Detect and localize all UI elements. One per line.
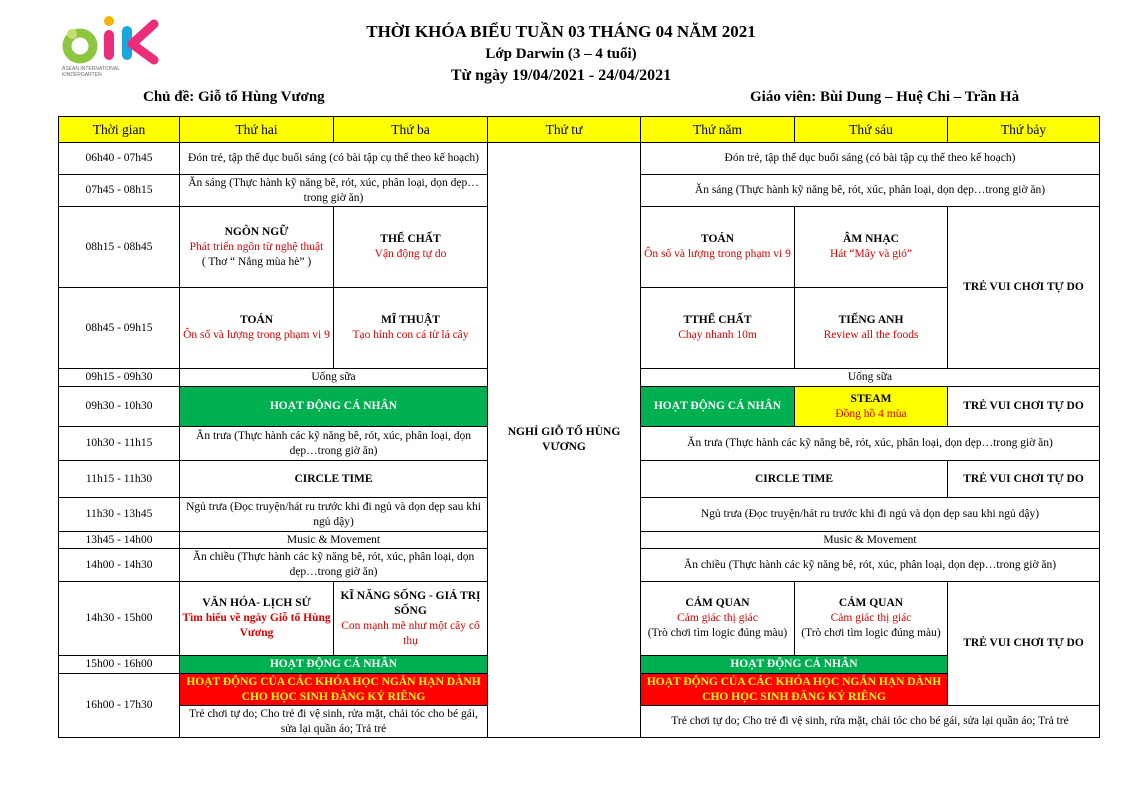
activity-cell: Uống sữa — [180, 369, 488, 387]
activity-cell: Ăn trưa (Thực hành các kỹ năng bê, rót, xúc, phân loại, dọn dẹp…trong giờ ăn) — [180, 427, 488, 461]
short-course-cell: HOẠT ĐỘNG CỦA CÁC KHÓA HỌC NGẮN HẠN DÀNH CHO HỌC SINH ĐĂNG KÝ RIÊNG — [641, 674, 948, 706]
time-cell: 14h00 - 14h30 — [59, 549, 180, 582]
activity-cell: Music & Movement — [641, 532, 1100, 549]
activity-cell: Ngủ trưa (Đọc truyện/hát ru trước khi đi ngủ và dọn dẹp sau khi ngủ dậy) — [180, 498, 488, 532]
activity-cell: Đón trẻ, tập thể dục buổi sáng (có bài tập cụ thể theo kế hoạch) — [180, 143, 488, 175]
individual-activity-cell: HOẠT ĐỘNG CÁ NHÂN — [180, 387, 488, 427]
lesson-desc: Hát “Mây và gió” — [829, 248, 913, 260]
activity-cell: Ăn chiều (Thực hành các kỹ năng bê, rót, xúc, phân loại, dọn dẹp…trong giờ ăn) — [641, 549, 1100, 582]
page-title: THỜI KHÓA BIỂU TUẦN 03 THÁNG 04 NĂM 2021 — [366, 22, 756, 41]
individual-activity-cell: HOẠT ĐỘNG CÁ NHÂN — [641, 656, 948, 674]
activity-cell: Ngủ trưa (Đọc truyện/hát ru trước khi đi ngủ và dọn dẹp sau khi ngủ dậy) — [641, 498, 1100, 532]
activity-cell: Ăn trưa (Thực hành các kỹ năng bê, rót, xúc, phân loại, dọn dẹp…trong giờ ăn) — [641, 427, 1100, 461]
free-play-cell: TRẺ VUI CHƠI TỰ DO — [948, 207, 1100, 369]
lesson-title: TTHỂ CHẤT — [683, 314, 752, 326]
time-cell: 07h45 - 08h15 — [59, 175, 180, 207]
class-line: Lớp Darwin (3 – 4 tuổi) — [485, 46, 637, 62]
timetable — [58, 116, 1100, 738]
free-play-cell: TRẺ VUI CHƠI TỰ DO — [948, 582, 1100, 706]
activity-cell: Music & Movement — [180, 532, 488, 549]
circle-time-cell: CIRCLE TIME — [641, 461, 948, 498]
lesson-cell — [641, 288, 795, 369]
time-cell: 09h30 - 10h30 — [59, 387, 180, 427]
lesson-title: ÂM NHẠC — [843, 233, 899, 245]
lesson-title: VĂN HÓA- LỊCH SỬ — [202, 597, 311, 609]
col-header-monday: Thứ hai — [180, 117, 334, 143]
lesson-cell — [334, 582, 488, 656]
lesson-title: STEAM — [850, 392, 892, 405]
activity-cell: Trẻ chơi tự do; Cho trẻ đi vệ sinh, rửa mặt, chải tóc cho bé gái, sửa lại quần áo; Trả trẻ — [641, 706, 1100, 738]
time-cell: 13h45 - 14h00 — [59, 532, 180, 549]
lesson-cell — [180, 288, 334, 369]
lesson-desc: Review all the foods — [823, 329, 919, 341]
activity-cell: Đón trẻ, tập thể dục buổi sáng (có bài tập cụ thể theo kế hoạch) — [641, 143, 1100, 175]
lesson-desc: Ôn số và lượng trong phạm vi 9 — [183, 329, 330, 341]
short-course-cell: HOẠT ĐỘNG CỦA CÁC KHÓA HỌC NGẮN HẠN DÀNH CHO HỌC SINH ĐĂNG KÝ RIÊNG — [180, 674, 488, 706]
col-header-time: Thời gian — [59, 117, 180, 143]
activity-cell: Uống sữa — [641, 369, 1100, 387]
col-header-wednesday: Thứ tư — [488, 117, 641, 143]
lesson-title: THỂ CHẤT — [380, 233, 441, 245]
time-cell: 15h00 - 16h00 — [59, 656, 180, 674]
lesson-note: (Trò chơi tìm logic đúng màu) — [801, 627, 941, 639]
theme-label: Chủ đề: Giỗ tổ Hùng Vương — [143, 89, 325, 105]
lesson-title: TIẾNG ANH — [838, 314, 904, 326]
time-cell: 06h40 - 07h45 — [59, 143, 180, 175]
lesson-desc: Con mạnh mẽ như một cây cổ thụ — [341, 619, 480, 647]
lesson-cell — [641, 207, 795, 288]
lesson-desc: Tạo hình con cá từ lá cây — [352, 329, 469, 341]
lesson-desc: Ôn số và lượng trong phạm vi 9 — [644, 248, 791, 260]
lesson-title: MĨ THUẬT — [381, 314, 440, 326]
lesson-cell — [795, 582, 948, 656]
circle-time-cell: CIRCLE TIME — [180, 461, 488, 498]
lesson-cell — [334, 207, 488, 288]
logo-subtitle: ASEAN INTERNATIONAL KINDERGARTEN — [62, 66, 120, 78]
free-play-cell: TRẺ VUI CHƠI TỰ DO — [948, 461, 1100, 498]
time-cell: 08h15 - 08h45 — [59, 207, 180, 288]
col-header-thursday: Thứ năm — [641, 117, 795, 143]
lesson-desc: Cảm giác thị giác — [830, 612, 912, 624]
lesson-desc: Tìm hiểu về ngày Giỗ tổ Hùng Vương — [182, 612, 331, 639]
wednesday-holiday-cell: NGHỈ GIỖ TỔ HÙNG VƯƠNG — [488, 143, 641, 738]
individual-activity-cell: HOẠT ĐỘNG CÁ NHÂN — [180, 656, 488, 674]
time-cell: 10h30 - 11h15 — [59, 427, 180, 461]
lesson-title: NGÔN NGỮ — [224, 225, 289, 238]
lesson-cell — [795, 288, 948, 369]
lesson-desc: Cảm giác thị giác — [677, 612, 758, 624]
col-header-tuesday: Thứ ba — [334, 117, 488, 143]
lesson-cell — [795, 207, 948, 288]
time-cell: 09h15 - 09h30 — [59, 369, 180, 387]
lesson-title: TOÁN — [700, 233, 735, 245]
header-row — [59, 117, 1100, 143]
lesson-desc: Chạy nhanh 10m — [678, 329, 757, 341]
activity-cell: Ăn chiều (Thực hành các kỹ năng bê, rót, xúc, phân loại, dọn dẹp…trong giờ ăn) — [180, 549, 488, 582]
activity-cell: Trẻ chơi tự do; Cho trẻ đi vệ sinh, rửa mặt, chải tóc cho bé gái, sửa lại quần áo; Trả trẻ — [180, 706, 488, 738]
lesson-cell — [180, 207, 334, 288]
steam-cell — [795, 387, 948, 427]
lesson-cell — [180, 582, 334, 656]
lesson-title: TOÁN — [239, 314, 274, 326]
individual-activity-cell: HOẠT ĐỘNG CÁ NHÂN — [641, 387, 795, 427]
lesson-note: (Trò chơi tìm logic đúng màu) — [647, 627, 788, 639]
time-cell: 16h00 - 17h30 — [59, 674, 180, 738]
lesson-desc: Phát triển ngôn từ nghệ thuật — [189, 240, 324, 253]
lesson-desc: Đồng hồ 4 mùa — [835, 407, 907, 420]
lesson-title: KĨ NĂNG SỐNG - GIÁ TRỊ SỐNG — [340, 589, 481, 617]
lesson-desc: Vận động tự do — [374, 248, 447, 260]
time-cell: 11h30 - 13h45 — [59, 498, 180, 532]
table-row — [59, 143, 1100, 175]
activity-cell: Ăn sáng (Thực hành kỹ năng bê, rót, xúc, phân loại, dọn dẹp…trong giờ ăn) — [641, 175, 1100, 207]
lesson-note: ( Thơ “ Nắng mùa hè” ) — [201, 255, 312, 268]
teachers-label: Giáo viên: Bùi Dung – Huệ Chi – Trần Hà — [750, 89, 1020, 105]
time-cell: 14h30 - 15h00 — [59, 582, 180, 656]
col-header-saturday: Thứ bảy — [948, 117, 1100, 143]
col-header-friday: Thứ sáu — [795, 117, 948, 143]
lesson-cell — [334, 288, 488, 369]
time-cell: 11h15 - 11h30 — [59, 461, 180, 498]
time-cell: 08h45 - 09h15 — [59, 288, 180, 369]
lesson-title: CẢM QUAN — [685, 597, 750, 609]
lesson-cell — [641, 582, 795, 656]
date-range: Từ ngày 19/04/2021 - 24/04/2021 — [450, 67, 672, 84]
lesson-title: CẢM QUAN — [838, 597, 904, 609]
free-play-cell: TRẺ VUI CHƠI TỰ DO — [948, 387, 1100, 427]
activity-cell: Ăn sáng (Thực hành kỹ năng bê, rót, xúc, phân loại, dọn dẹp…trong giờ ăn) — [180, 175, 488, 207]
